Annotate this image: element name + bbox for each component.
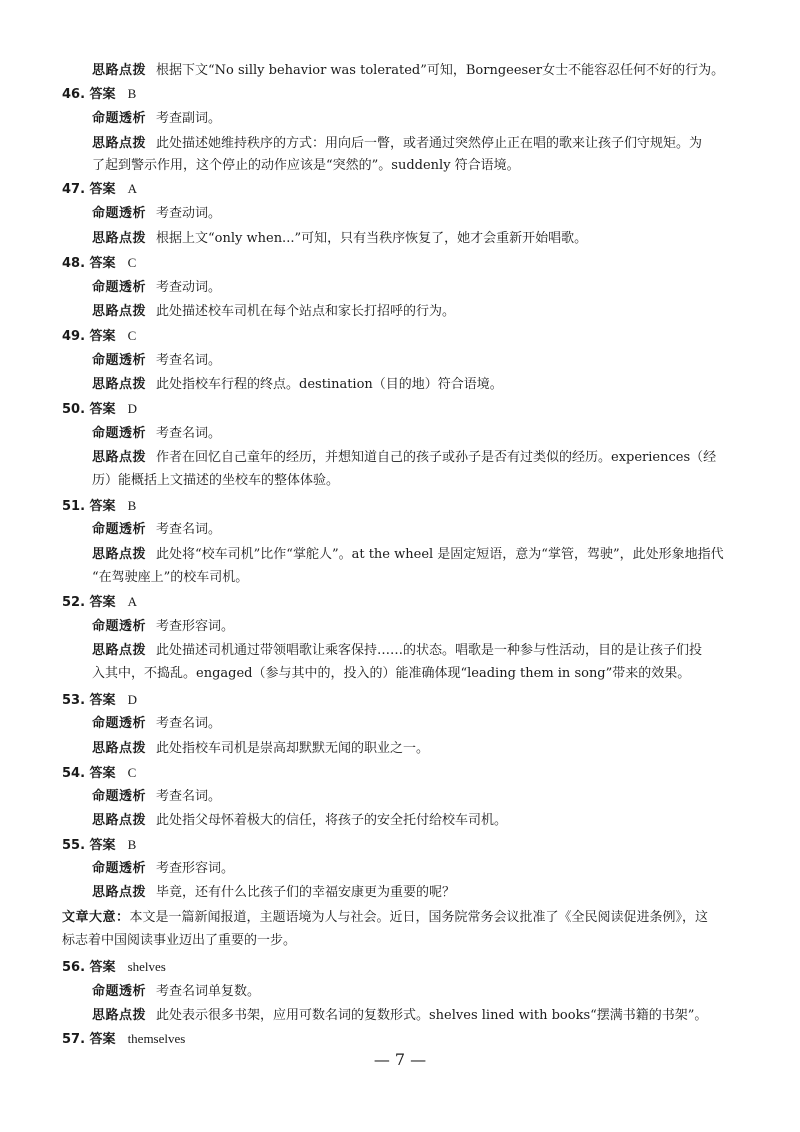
tip-text: 此处描述司机通过带领唱歌让乘客保持……的状态。唱歌是一种参与性活动，目的是让孩子们投 [156,643,703,658]
tip-text: 根据下文“No silly behavior was tolerated”可知，Borngeeser女士不能容忍任何不好的行为。 [156,63,725,78]
entry-51-answer [62,497,136,516]
page-number: — 7 — [373,1050,427,1069]
entry-55-answer [62,836,136,855]
entry-57-answer [62,1030,185,1049]
type-label: 命题透析 [92,522,147,537]
answer-value: A [127,594,137,609]
article-summary [62,909,708,927]
tip-text: 作者在回忆自己童年的经历，并想知道自己的孩子或孙子是否有过类似的经历。experiences（经 [156,450,717,465]
entry-55-tip [92,884,455,902]
tip-label: 思路点拨 [92,643,147,658]
entry-53-answer [62,691,137,710]
type-label: 命题透析 [92,111,147,126]
answer-value: D [127,692,137,707]
answer-value: B [127,837,137,852]
entry-48-type [92,279,221,297]
entry-46-tip [92,135,702,153]
type-text: 考查名词。 [156,716,222,731]
answer-value: B [127,86,137,101]
tip-label: 思路点拨 [92,136,147,151]
type-text: 考查形容词。 [156,861,235,876]
answer-label: 49. 答案 [62,329,116,344]
entry-46-tip-cont: 了起到警示作用，这个停止的动作应该是“突然的”。suddenly 符合语境。 [92,158,520,173]
entry-55-type [92,860,234,878]
type-text: 考查名词单复数。 [156,984,261,999]
entry-50-tip-cont: 历）能概括上文描述的坐校车的整体体验。 [92,473,340,488]
tip-label: 思路点拨 [92,63,147,78]
type-label: 命题透析 [92,206,147,221]
entry-52-answer [62,593,137,612]
answer-value: C [127,255,137,270]
entry-52-type [92,618,234,636]
tip-label: 思路点拨 [92,377,147,392]
type-label: 命题透析 [92,426,147,441]
summary-label: 文章大意： [62,910,130,925]
entry-49-answer [62,327,136,346]
entry-51-type [92,521,221,539]
article-summary-cont: 标志着中国阅读事业迈出了重要的一步。 [62,933,297,948]
type-label: 命题透析 [92,716,147,731]
entry-56-tip [92,1007,707,1025]
entry-52-tip-cont: 入其中，不捣乱。engaged（参与其中的，投入的）能准确体现“leading them in song”带来的效果。 [92,666,691,681]
answer-label: 57. 答案 [62,1032,116,1047]
tip-text: 根据上文“only when...”可知，只有当秩序恢复了，她才会重新开始唱歌。 [156,231,588,246]
answer-value: shelves [127,959,166,974]
tip-label: 思路点拨 [92,1008,147,1023]
answer-label: 51. 答案 [62,499,116,514]
tip-text: 此处表示很多书架，应用可数名词的复数形式。shelves lined with books“摆满书籍的书架”。 [156,1008,708,1023]
answer-value: C [127,328,137,343]
answer-label: 47. 答案 [62,182,116,197]
type-text: 考查名词。 [156,522,222,537]
tip-label: 思路点拨 [92,547,147,562]
answer-label: 52. 答案 [62,595,116,610]
entry-50-type [92,425,221,443]
tip-label: 思路点拨 [92,231,147,246]
tip-label: 思路点拨 [92,813,147,828]
type-label: 命题透析 [92,861,147,876]
answer-label: 54. 答案 [62,766,116,781]
type-text: 考查名词。 [156,426,222,441]
type-label: 命题透析 [92,789,147,804]
tip-label: 思路点拨 [92,885,147,900]
type-text: 考查名词。 [156,353,222,368]
tip-text: 此处指父母怀着极大的信任，将孩子的安全托付给校车司机。 [156,813,508,828]
answer-label: 56. 答案 [62,960,116,975]
type-label: 命题透析 [92,984,147,999]
entry-56-answer [62,958,166,977]
tip-text: 此处指校车行程的终点。destination（目的地）符合语境。 [156,377,503,392]
entry-50-answer [62,400,137,419]
entry-48-answer [62,254,136,273]
entry-45-tip [92,62,724,80]
answer-value: B [127,498,137,513]
answer-value: A [127,181,137,196]
type-label: 命题透析 [92,619,147,634]
answer-value: C [127,765,137,780]
entry-54-tip [92,812,507,830]
entry-47-type [92,205,221,223]
tip-text: 毕竟，还有什么比孩子们的幸福安康更为重要的呢？ [156,885,456,900]
tip-text: 此处描述她维持秩序的方式：用向后一瞥，或者通过突然停止正在唱的歌来让孩子们守规矩。为 [156,136,703,151]
entry-46-answer [62,85,136,104]
answer-value: D [127,401,137,416]
answer-label: 50. 答案 [62,402,116,417]
summary-text: 本文是一篇新闻报道，主题语境为人与社会。近日，国务院常务会议批准了《全民阅读促进条例》，这 [129,910,709,925]
answer-label: 46. 答案 [62,87,116,102]
entry-51-tip [92,546,724,564]
entry-46-type [92,110,221,128]
tip-label: 思路点拨 [92,741,147,756]
entry-50-tip [92,449,716,467]
answer-value: themselves [127,1031,186,1046]
type-text: 考查形容词。 [156,619,235,634]
entry-53-type [92,715,221,733]
answer-label: 55. 答案 [62,838,116,853]
type-text: 考查动词。 [156,206,222,221]
entry-51-tip-cont: “在驾驶座上”的校车司机。 [92,570,249,585]
answer-label: 53. 答案 [62,693,116,708]
entry-54-type [92,788,221,806]
answer-label: 48. 答案 [62,256,116,271]
entry-48-tip [92,303,455,321]
type-label: 命题透析 [92,353,147,368]
tip-label: 思路点拨 [92,304,147,319]
tip-text: 此处指校车司机是崇高却默默无闻的职业之一。 [156,741,430,756]
entry-54-answer [62,764,136,783]
tip-text: 此处将“校车司机”比作“掌舵人”。at the wheel 是固定短语，意为“掌管，驾驶”，此处形象地指代 [156,547,724,562]
entry-52-tip [92,642,702,660]
type-text: 考查副词。 [156,111,222,126]
entry-47-answer [62,180,137,199]
entry-49-type [92,352,221,370]
entry-47-tip [92,230,587,248]
type-text: 考查动词。 [156,280,222,295]
entry-53-tip [92,740,429,758]
tip-text: 此处描述校车司机在每个站点和家长打招呼的行为。 [156,304,456,319]
type-text: 考查名词。 [156,789,222,804]
entry-56-type [92,983,260,1001]
type-label: 命题透析 [92,280,147,295]
entry-49-tip [92,376,503,394]
tip-label: 思路点拨 [92,450,147,465]
